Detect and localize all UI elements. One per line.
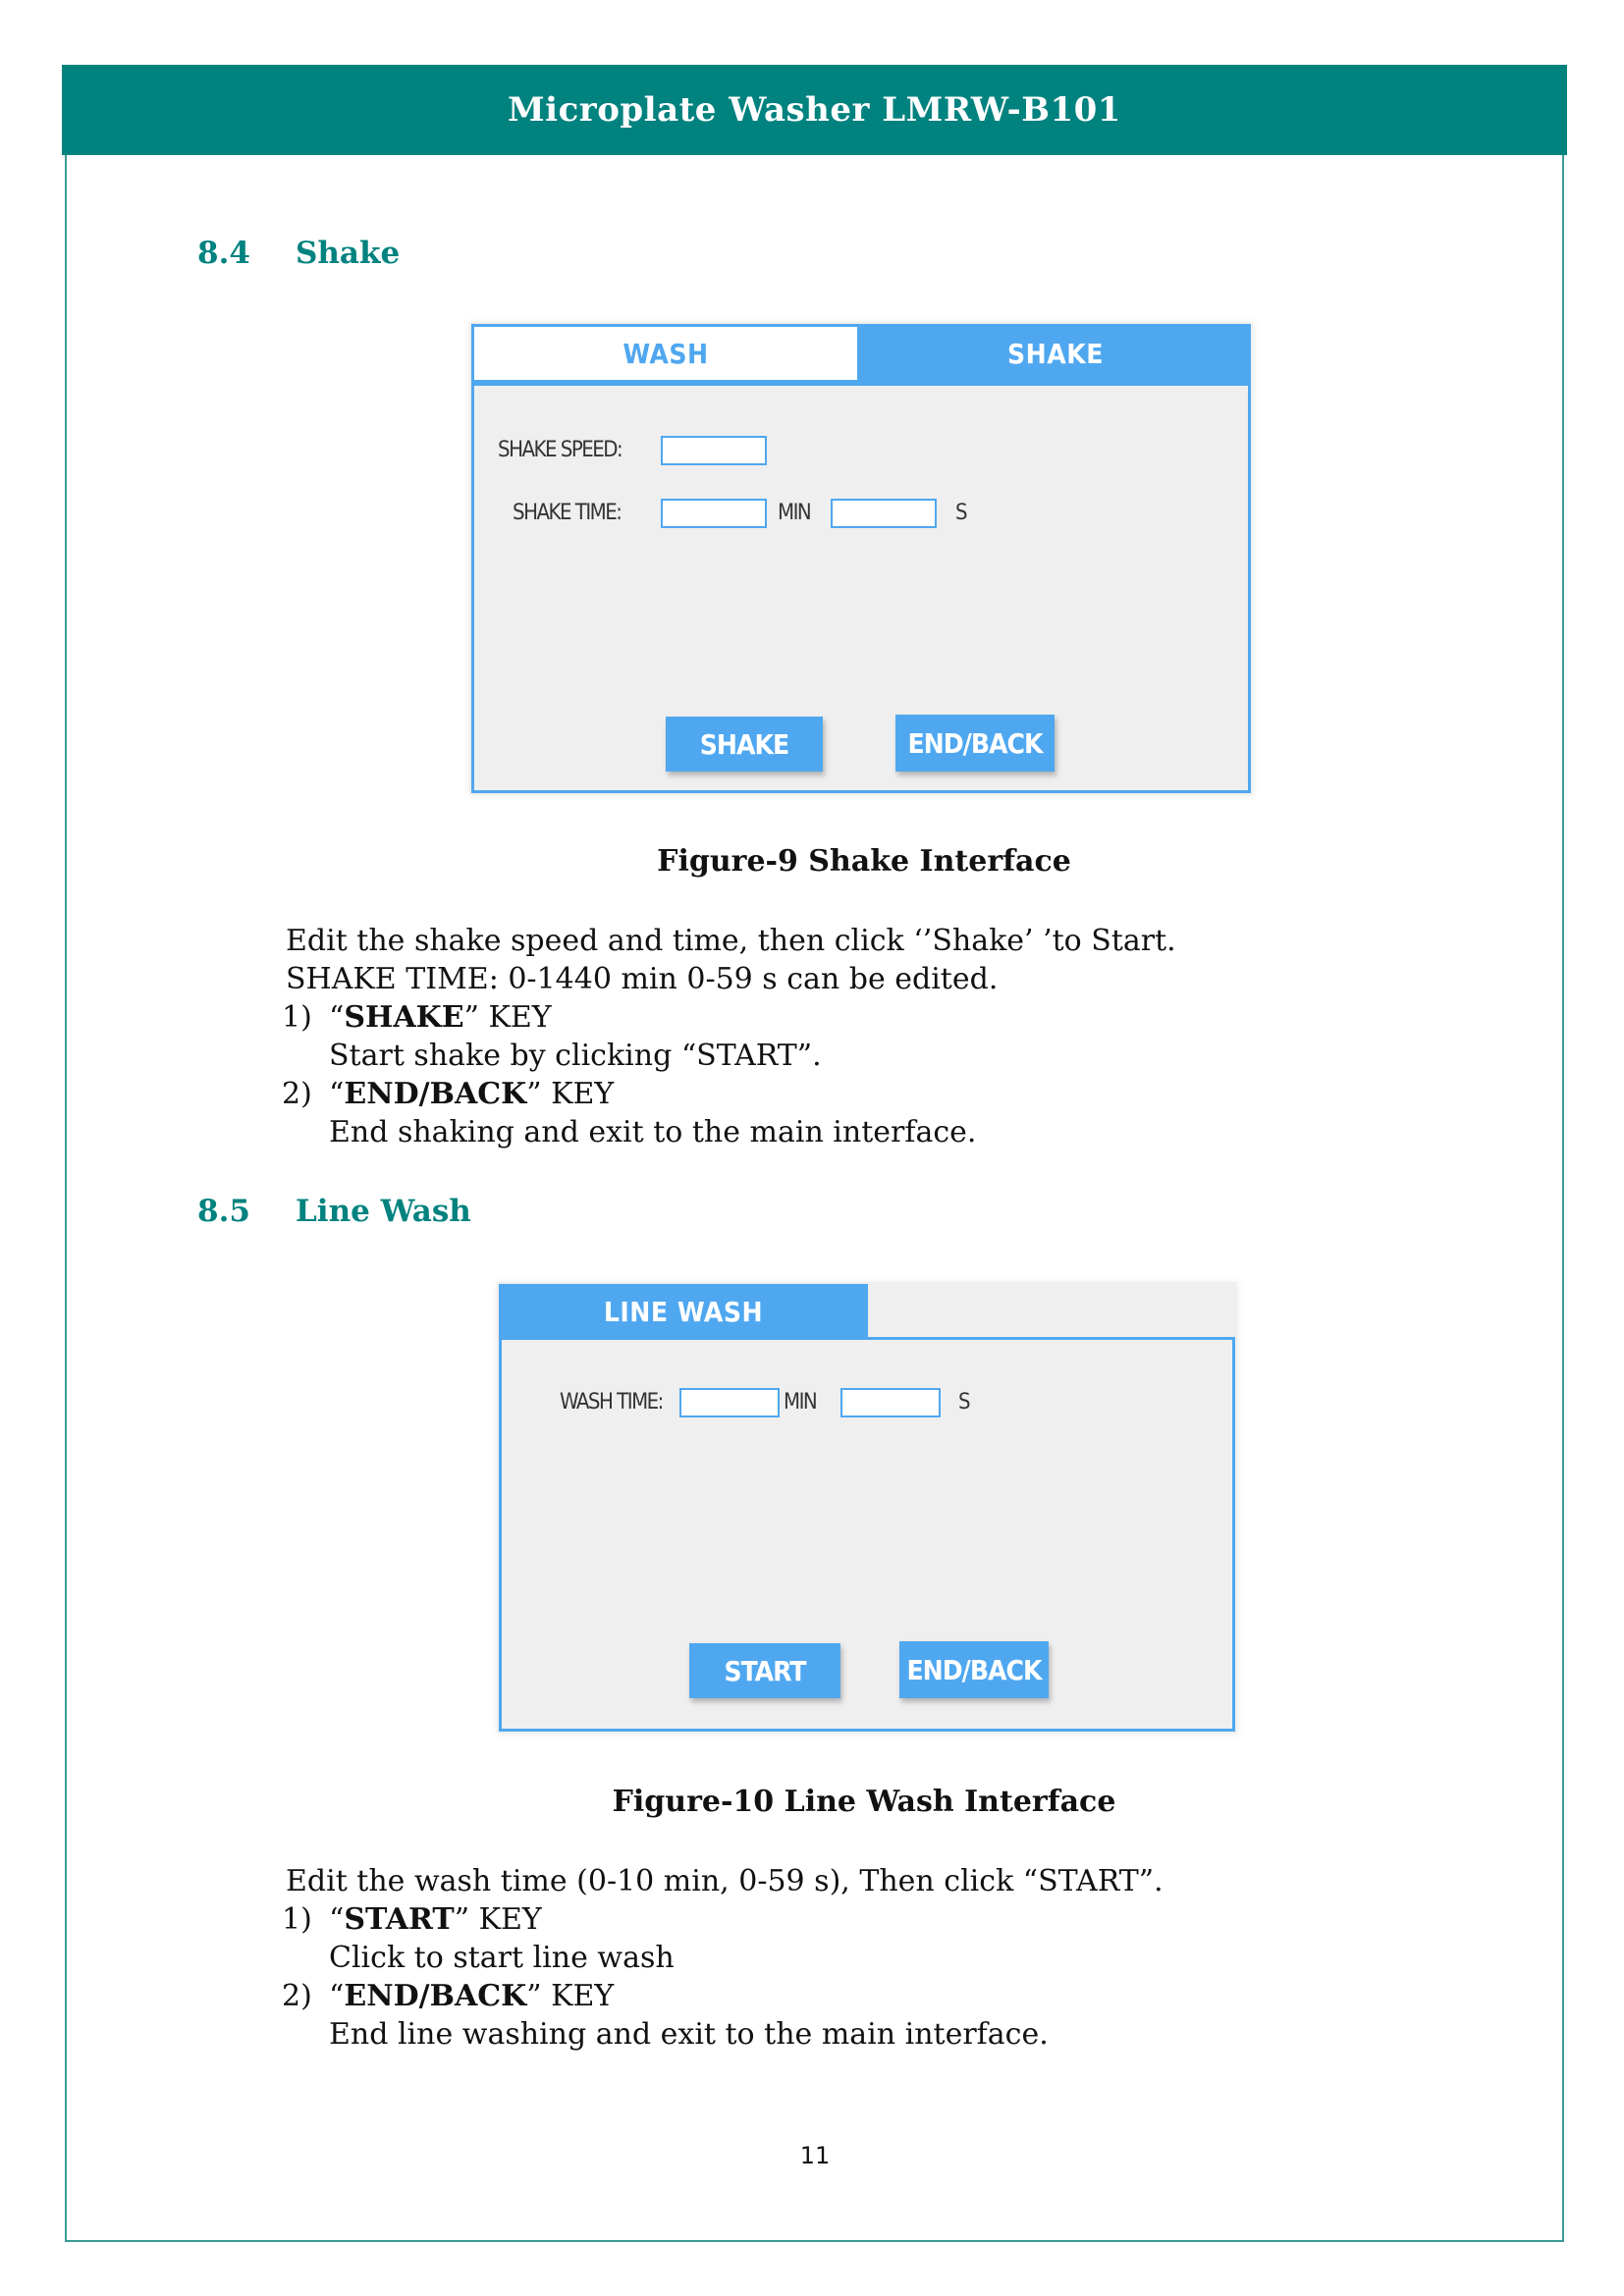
start-button[interactable] [689,1643,840,1698]
quote-open: “ [329,1979,345,2013]
list-item-description: End shaking and exit to the main interface. [329,1115,977,1149]
list-item [282,1977,1164,2015]
page-number: 11 [799,2142,831,2169]
list-item [282,1900,1164,1939]
shake-intro-line: SHAKE TIME: 0-1440 min 0-59 s can be edited. [286,962,999,996]
quote-open: “ [329,1000,345,1035]
section-title: Line Wash [296,1194,471,1229]
shake-speed-input[interactable] [661,436,767,465]
start-button-label: START [724,1654,806,1687]
shake-button[interactable] [666,717,823,772]
shake-speed-label: SHAKE SPEED: [498,438,623,462]
key-suffix: ” KEY [526,1077,615,1111]
section-heading-shake [197,236,400,271]
tab-shake[interactable] [860,324,1251,383]
list-index: 2) [282,1077,312,1111]
wash-time-min-input[interactable] [679,1388,780,1417]
figure-caption: Figure-10 Line Wash Interface [612,1785,1116,1819]
wash-time-sec-input[interactable] [840,1388,941,1417]
list-item-description: Click to start line wash [329,1941,675,1975]
end-back-button[interactable] [895,715,1055,772]
tab-shake-label: SHAKE [1007,337,1104,370]
tab-wash-label: WASH [623,337,709,370]
shake-intro-line: Edit the shake speed and time, then click ‘’Shake’ ’to Start. [286,924,1176,958]
line-wash-intro-line: Edit the wash time (0-10 min, 0-59 s), Then click “START”. [286,1864,1164,1898]
list-item-description: End line washing and exit to the main interface. [329,2017,1049,2052]
wash-time-label: WASH TIME: [560,1390,663,1415]
line-wash-interface-screenshot [497,1282,1237,1734]
shake-description [282,922,1176,1151]
section-title: Shake [296,236,401,271]
wash-min-unit: MIN [784,1390,817,1415]
key-name: START [344,1902,455,1937]
tab-line-wash-label: LINE WASH [603,1295,764,1328]
end-back-button-label: END/BACK [907,726,1043,760]
key-suffix: ” KEY [454,1902,542,1937]
shake-interface-screenshot [469,322,1253,795]
key-name: SHAKE [344,1000,464,1035]
figure-caption: Figure-9 Shake Interface [657,844,1071,879]
quote-open: “ [329,1902,345,1937]
key-name: END/BACK [344,1979,527,2013]
list-item [282,998,1176,1037]
page-header [62,65,1567,155]
key-suffix: ” KEY [463,1000,552,1035]
shake-button-label: SHAKE [699,727,789,761]
shake-time-label: SHAKE TIME: [513,501,622,525]
key-suffix: ” KEY [526,1979,615,2013]
line-wash-description [282,1862,1164,2054]
shake-time-min-input[interactable] [661,499,767,528]
list-item [282,1075,1176,1113]
section-heading-line-wash [197,1194,471,1229]
list-index: 1) [282,1902,312,1937]
list-index: 1) [282,1000,312,1035]
tab-line-wash[interactable] [499,1284,868,1339]
key-name: END/BACK [344,1077,527,1111]
section-number: 8.4 [197,236,250,271]
shake-time-sec-input[interactable] [831,499,937,528]
quote-open: “ [329,1077,345,1111]
end-back-button-label: END/BACK [906,1653,1042,1686]
section-number: 8.5 [197,1194,250,1229]
tab-wash[interactable] [471,324,860,383]
list-item-description: Start shake by clicking “START”. [329,1039,822,1073]
wash-sec-unit: S [958,1390,970,1415]
end-back-button[interactable] [899,1641,1049,1698]
shake-sec-unit: S [955,501,967,525]
header-title: Microplate Washer LMRW-B101 [508,90,1121,130]
shake-min-unit: MIN [778,501,811,525]
list-index: 2) [282,1979,312,2013]
